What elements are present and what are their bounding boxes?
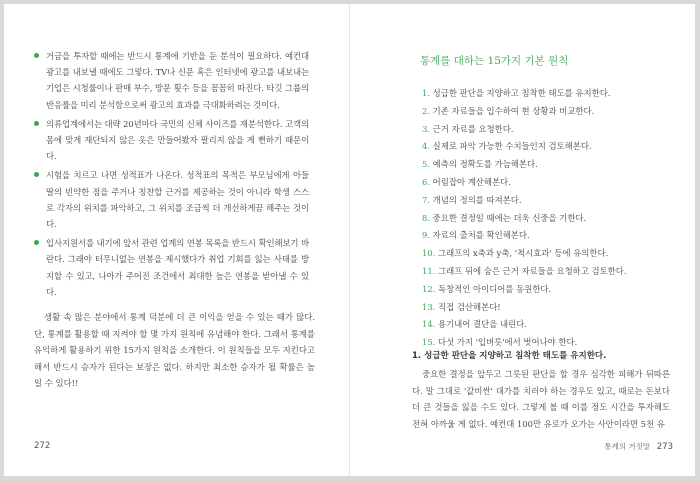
- principle-item: [422, 103, 627, 121]
- bullet-item: [34, 116, 309, 165]
- principle-item: [422, 316, 627, 334]
- principle-item: [422, 263, 627, 281]
- principle-text: 기존 자료들을 입수하여 현 상황과 비교한다.: [432, 105, 595, 116]
- principle-number: 15.: [422, 337, 436, 348]
- principle-text: 성급한 판단을 지양하고 침착한 태도를 유지한다.: [432, 88, 611, 98]
- principle-item: [422, 281, 627, 299]
- principle-number: 4.: [422, 141, 430, 152]
- principle-text: 그래프 뒤에 숨은 근거 자료들을 요청하고 검토한다.: [438, 265, 627, 276]
- principle-item: [422, 156, 627, 174]
- principle-text: 그래프의 x축과 y축, '척시효과' 등에 유의한다.: [438, 248, 609, 259]
- bullet-dot-icon: [34, 121, 39, 126]
- principle-text: 예측의 정확도를 가늠해본다.: [432, 159, 538, 170]
- left-page: [4, 4, 349, 476]
- principle-item: [422, 121, 627, 139]
- principles-list: [422, 85, 627, 352]
- bullet-text: 거금을 투자할 때에는 반드시 통계에 기반을 둔 분석이 필요하다. 예컨대 광고를 내보낼 때에도 그렇다. TV나 신문 혹은 인터넷에 광고를 내보내는 기업은 시청률이나 판매 부수, 방문 횟수 등을 꼼꼼히 따진다. 타깃 그룹의 반응률을 미리 분석함으로써 광고의 효과를 극대화하려는 것이다.: [46, 51, 309, 110]
- bullet-dot-icon: [34, 172, 39, 177]
- principle-item: [422, 210, 627, 228]
- bullet-text: 입사지원서를 내기에 앞서 관련 업계의 연봉 목록을 반드시 확인해보기 바란다. 그래야 터무니없는 연봉을 제시했다가 취업 기회를 잃는 사태를 방지할 수 있고, 나아가 주어진 조건에서 최대한 높은 연봉을 받아낼 수 있다.: [46, 238, 309, 297]
- running-head: 통계의 거짓말: [604, 442, 651, 451]
- principle-text: 용기내어 결단을 내린다.: [438, 319, 527, 330]
- principle-item: [422, 174, 627, 192]
- principle-text: 중요한 결정일 때에는 더욱 신중을 기한다.: [432, 212, 587, 223]
- section-title: 통계를 대하는 15가지 기본 원칙: [420, 55, 569, 67]
- principle-number: 8.: [422, 212, 430, 223]
- principle-number: 2.: [422, 105, 430, 116]
- principle-text: 어림잡아 계산해본다.: [432, 176, 511, 187]
- principle-text: 직접 검산해본다!: [438, 301, 501, 312]
- principle-number: 9.: [422, 230, 430, 241]
- principle-number: 14.: [422, 319, 436, 330]
- principle-item: [422, 138, 627, 156]
- principle-number: 3.: [422, 123, 430, 134]
- bullet-item: [34, 167, 309, 232]
- bullet-text: 의류업계에서는 대략 20년마다 국민의 신체 사이즈를 재분석한다. 고객의 몸에 맞게 재단되지 않은 옷은 만들어봤자 팔리지 않을 게 뻔하기 때문이다.: [46, 118, 309, 162]
- principle-text: 실제로 파악 가능한 수치들인지 검토해본다.: [432, 141, 592, 152]
- principle-number: 1.: [422, 88, 430, 98]
- principle-number: 7.: [422, 194, 430, 205]
- page-number-right: 273: [656, 442, 673, 452]
- principle-item: [422, 299, 627, 317]
- principle-text: 다섯 가지 '입버릇'에서 벗어나야 한다.: [438, 337, 578, 348]
- principle-item: [422, 85, 627, 103]
- principle-item: [422, 192, 627, 210]
- principle-number: 5.: [422, 159, 430, 170]
- bullet-item: [34, 235, 309, 300]
- right-page: [350, 4, 695, 476]
- body-paragraph: 중요한 결정을 앞두고 그릇된 판단을 할 경우 심각한 피해가 뒤따른다. 말 그대로 '값비싼' 대가를 치러야 하는 경우도 있고, 때로는 돈보다 더 큰 것들을 잃을 수도 있다. 그렇게 볼 때 이를 정도 시간을 투자해도 전혀 아까울 게 없다. 예컨대 100만 유로가 오가는 사안이라면 5천 유: [412, 369, 670, 429]
- subsection-heading: 1. 성급한 판단을 지양하고 침착한 태도를 유지한다.: [412, 351, 607, 361]
- page-footer-right: [604, 441, 673, 452]
- principle-text: 자료의 출처를 확인해본다.: [432, 230, 530, 241]
- principle-number: 13.: [422, 301, 436, 312]
- bullet-list: [34, 48, 309, 303]
- closing-paragraph: 생활 속 많은 분야에서 통계 덕분에 더 큰 이익을 얻을 수 있는 때가 많다. 단, 통계를 활용할 때 지켜야 할 몇 가지 원칙에 유념해야 한다. 그래서 통계를 유익하게 활용하기 위한 15가지 원칙을 소개한다. 이 원칙들을 모두 지킨다고 해서 반드시 승자가 된다는 보장은 없다. 하지만 최소한 승자가 될 확률은 높일 수 있다!!: [34, 312, 315, 389]
- bullet-text: 시험을 치르고 나면 성적표가 나온다. 성적표의 목적은 부모님에게 아들 딸의 빈약한 점을 주거나 칭찬할 근거를 제공하는 것이 아니라 학생 스스로 각자의 위치를 파악하고, 그 위치를 조금씩 더 개선하게끔 해주는 것이다.: [46, 170, 309, 230]
- bullet-dot-icon: [34, 53, 39, 58]
- principle-number: 11.: [422, 265, 436, 276]
- book-spread: [4, 4, 695, 476]
- principle-item: [422, 245, 627, 263]
- bullet-item: [34, 48, 309, 113]
- page-number-left: 272: [34, 441, 51, 451]
- principle-text: 근거 자료를 요청한다.: [432, 123, 514, 134]
- principle-item: [422, 227, 627, 245]
- principle-number: 10.: [422, 248, 436, 259]
- principle-text: 독창적인 아이디어를 동원한다.: [438, 283, 552, 294]
- bullet-dot-icon: [34, 240, 39, 245]
- principle-number: 6.: [422, 176, 430, 187]
- principle-text: 개념의 정의를 따져본다.: [432, 194, 522, 205]
- principle-number: 12.: [422, 283, 436, 294]
